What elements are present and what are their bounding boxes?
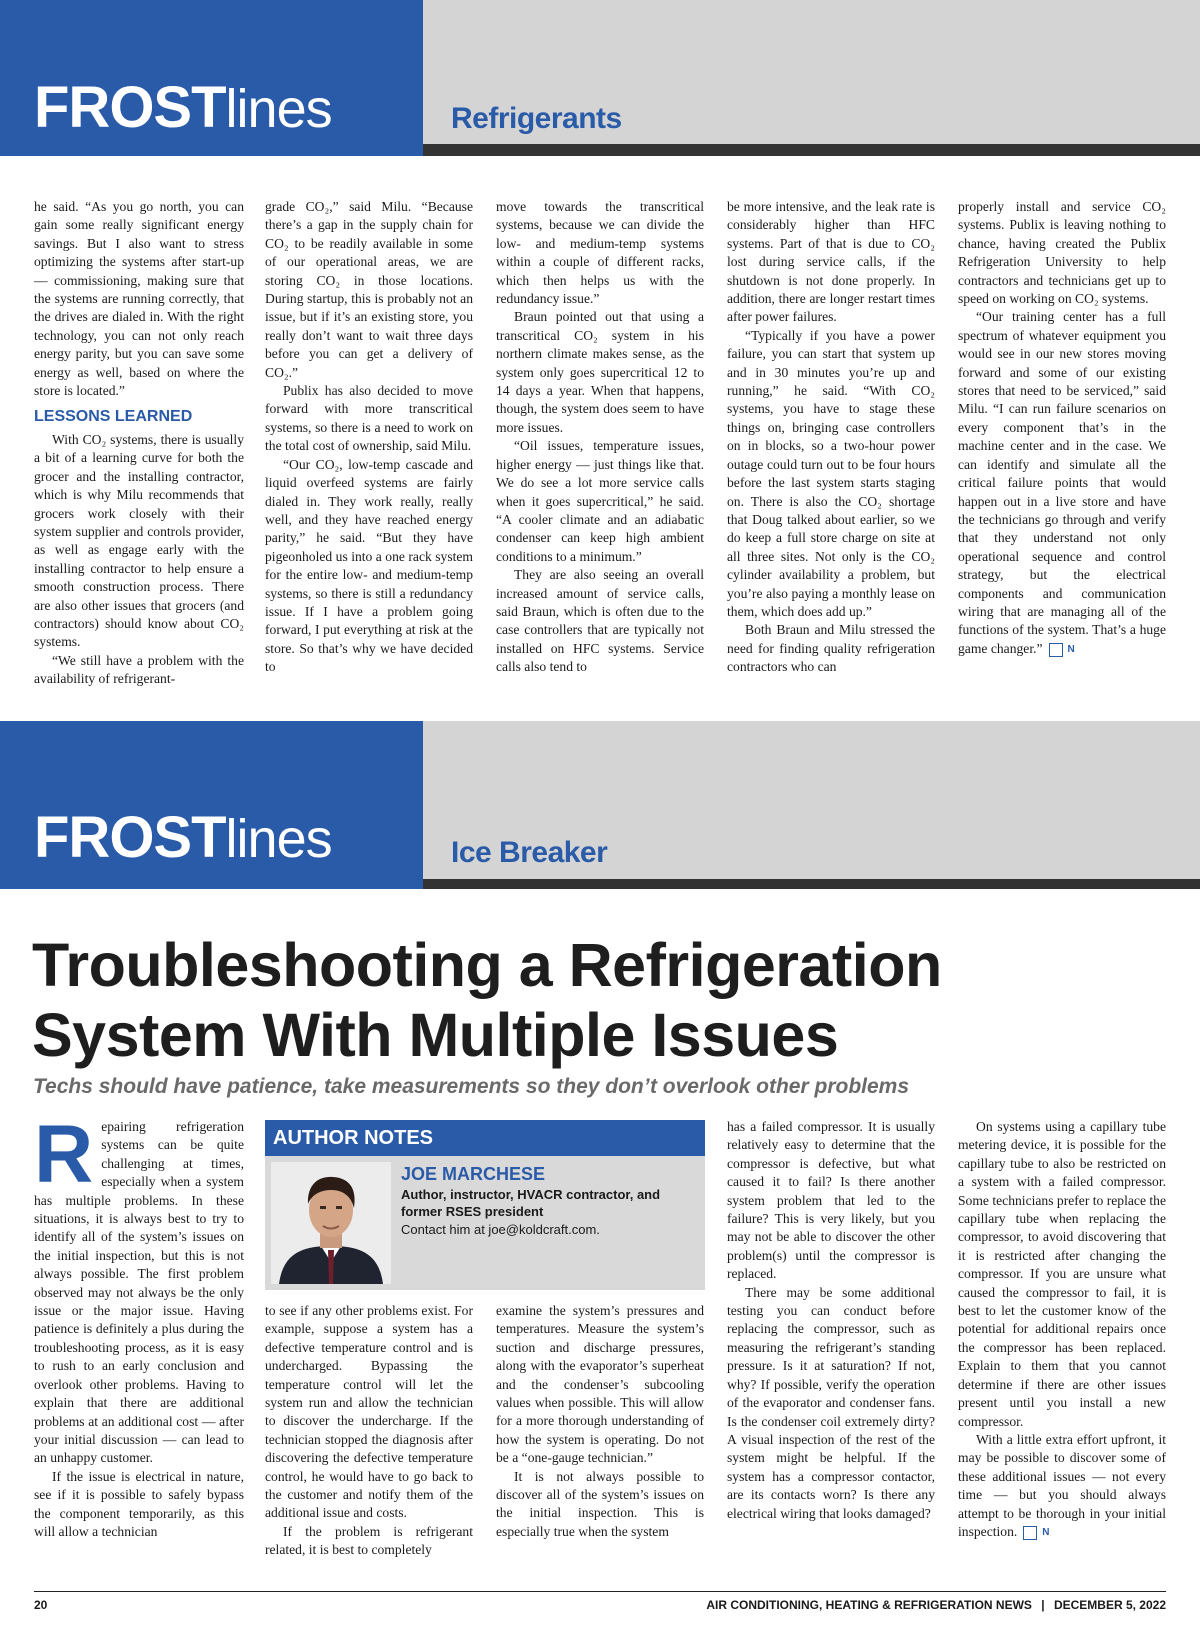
author-notes-label: AUTHOR NOTES (265, 1120, 705, 1156)
issue-date: DECEMBER 5, 2022 (1053, 1598, 1166, 1612)
author-contact: Contact him at joe@koldcraft.com. (401, 1222, 600, 1237)
footer-separator: | (1041, 1598, 1045, 1612)
author-portrait-icon (271, 1162, 391, 1284)
subhead: LESSONS LEARNED (34, 408, 193, 426)
header-rule (423, 144, 1200, 156)
publication-footer (706, 1598, 1166, 1612)
bottom-column-4: has a failed compressor. It is usually relatively easy to determine that the compressor is defective, but what caused it to fail? Is there another system problem that led to the failure? This is very likely, but you may not be able to discover the other problem(s) until the compressor is replaced. There may be some additional testing you can conduct before replacing the compressor, such as measuring the refrigerant’s standing pressure. Is it at saturation? If not, why? If possible, verify the operation of the evaporator and condenser fans. Is the condenser coil extremely dirty? A visual inspection of the rest of the system might be helpful. If the system has a compressor contactor, are its contacts worn? Is there any electrical wiring that looks damaged? (727, 1119, 935, 1521)
article-headline: Troubleshooting a Refrigeration System With Multiple Issues (32, 931, 942, 1069)
footer-rule (34, 1591, 1166, 1592)
frostlines-logo: FROSTlines (34, 75, 332, 140)
frostlines-logo: FROSTlines (34, 805, 332, 870)
author-photo (271, 1162, 391, 1284)
article-deck: Techs should have patience, take measurements so they don’t overlook other problems (33, 1075, 910, 1098)
header-rule (423, 879, 1200, 889)
top-column-3: move towards the transcritical systems, because we can divide the low- and medium-temp systems within a couple of different racks, which then helps us with the redundancy issue.” Braun pointed out that using a transcritical CO₂ system in his northern climate makes sense, as the system only goes supercritical 12 to 14 days a year. When that happens, though, the system does seem to have more issues. “Oil issues, temperature issues, higher energy — just things like that. We do see a lot more service calls when it goes supercritical,” he said. “A cooler climate and an adiabatic condenser can keep high ambient conditions to a minimum.” They are also seeing an overall increased amount of service calls, said Braun, which is often due to the case controllers that are typically not installed on HFC systems. Service calls also tend to (496, 199, 704, 675)
author-role: Author, instructor, HVACR contractor, and former RSES president (401, 1187, 661, 1219)
top-column-2: grade CO₂,” said Milu. “Because there’s a gap in the supply chain for CO₂ to be readily available in some of our operational areas, we are storing CO₂ in those locations. During startup, this is probably not an issue, but if it’s an existing store, you really don’t want to wait three days before you can get a delivery of CO₂.” Publix has also decided to move forward with more transcritical systems, so there is a need to work on the total cost of ownership, said Milu. “Our CO₂, low-temp cascade and liquid overfeed systems are fairly dialed in. They work really, really well, and they have reached energy parity,” he said. “But they have pigeonholed us into a one rack system for the entire low- and medium-temp systems, so there is still a redundancy issue. If I have a problem going forward, I put everything at risk at the store. So that’s why we have decided to (265, 199, 473, 675)
publication-name: AIR CONDITIONING, HEATING & REFRIGERATION NEWS (706, 1598, 1032, 1612)
end-mark-icon: N (1023, 1526, 1037, 1540)
author-name: JOE MARCHESE (401, 1164, 546, 1184)
drop-cap: R (34, 1109, 94, 1200)
page-number: 20 (34, 1598, 48, 1612)
top-column-4: be more intensive, and the leak rate is considerably higher than HFC systems. Part of that is due to CO₂ lost during service calls, if the shutdown is not done properly. In addition, there are longer restart times after power failures. “Typically if you have a power failure, you can start that system up and in 30 minutes you’re up and running,” he said. “With CO₂ systems, you have to stage these things on, bringing case controllers on in blocks, so a two-hour power outage could turn out to be four hours before the last system starts staging on. There is also the CO₂ shortage that Doug talked about earlier, so we do keep a full store charge on site at all three sites. Not only is the CO₂ cylinder availability a problem, but you’re also paying a monthly lease on them, which does add up.” Both Braun and Milu stressed the need for finding quality refrigeration contractors who can (727, 199, 935, 675)
section-title: Refrigerants (451, 102, 622, 135)
section-title: Ice Breaker (451, 836, 608, 869)
author-notes-box (265, 1120, 705, 1290)
bottom-column-5: On systems using a capillary tube metering device, it is possible for the capillary tube to also be restricted on a system with a failed compressor. Some technicians prefer to replace the capillary tube when replacing the compressor, to avoid discovering that it is restricted after changing the compressor. If you are unsure what caused the compressor to fail, it is best to let the customer know of the potential for additional repairs once the compressor has been replaced. Explain to them that you cannot determine if there are other issues present until you install a new compressor. With a little extra effort upfront, it may be possible to discover some of these additional issues — not every time — but you should always attempt to be thorough in your initial inspection. N (958, 1119, 1166, 1539)
bottom-column-3: examine the system’s pressures and temperatures. Measure the system’s suction and discharge pressures, along with the evaporator’s superheat and the condenser’s subcooling values when possible. This will allow for a more thorough understanding of how the system is operating. Do not be a “one-gauge technician.” It is not always possible to discover all of the system’s issues on the initial inspection. This is especially true when the system (496, 1303, 704, 1539)
top-column-5: properly install and service CO₂ systems. Publix is leaving nothing to chance, having created the Publix Refrigeration University to help contractors and technicians get up to speed on working on CO₂ systems. “Our training center has a full spectrum of whatever equipment you would see in our new stores moving forward and some of our existing stores that need to be serviced,” said Milu. “I can run failure scenarios on every component that’s in the machine center and in the case. We can identify and simulate all the critical failure points that would happen out in a live store and have the technicians go through and verify that they understand not only operational sequence and control strategy, but the electrical components and communication wiring that are managing all of the functions of the system. That’s a huge game changer.” N (958, 199, 1166, 656)
top-column-1: he said. “As you go north, you can gain some really significant energy savings. But I also want to stress optimizing the systems after start-up — commissioning, making sure that the systems are running correctly, that the drives are dialed in. With the right technology, you can not only reach energy parity, but you can save some energy as well, based on where the store is located.” LESSONS LEARNED With CO₂ systems, there is usually a bit of a learning curve for both the grocer and the installing contractor, which is why Milu recommends that grocers work closely with their system supplier and controls provider, as well as engage early with the installing contractor to help ensure a smooth construction process. There are also other issues that grocers (and contractors) should know about CO₂ systems. “We still have a problem with the availability of refrigerant- (34, 199, 244, 687)
bottom-column-1: R epairing refrigeration systems can be quite challenging at times, especially when a system has multiple problems. In these situations, it is always best to try to identify all of the system’s issues on the initial inspection, but this is not always possible. The first problem observed may not always be the only issue or the major issue. Having patience is definitely a plus during the troubleshooting process, as it is easy to rush to an early conclusion and overlook other problems. Having to explain that there are additional problems at an additional cost — after your initial discussion — can lead to an unhappy customer. If the issue is electrical in nature, see if it is possible to safely bypass the component temporarily, as this will allow a technician (34, 1109, 244, 1539)
end-mark-icon: N (1049, 643, 1063, 657)
bottom-column-2: to see if any other problems exist. For example, suppose a system has a defective temperature control and is undercharged. Bypassing the temperature control will let the system run and allow the technician to discover the undercharge. If the technician stopped the diagnosis after discovering the defective temperature control, he would have to go back to the customer and notify them of the additional issue and costs. If the problem is refrigerant related, it is best to completely (265, 1303, 473, 1558)
